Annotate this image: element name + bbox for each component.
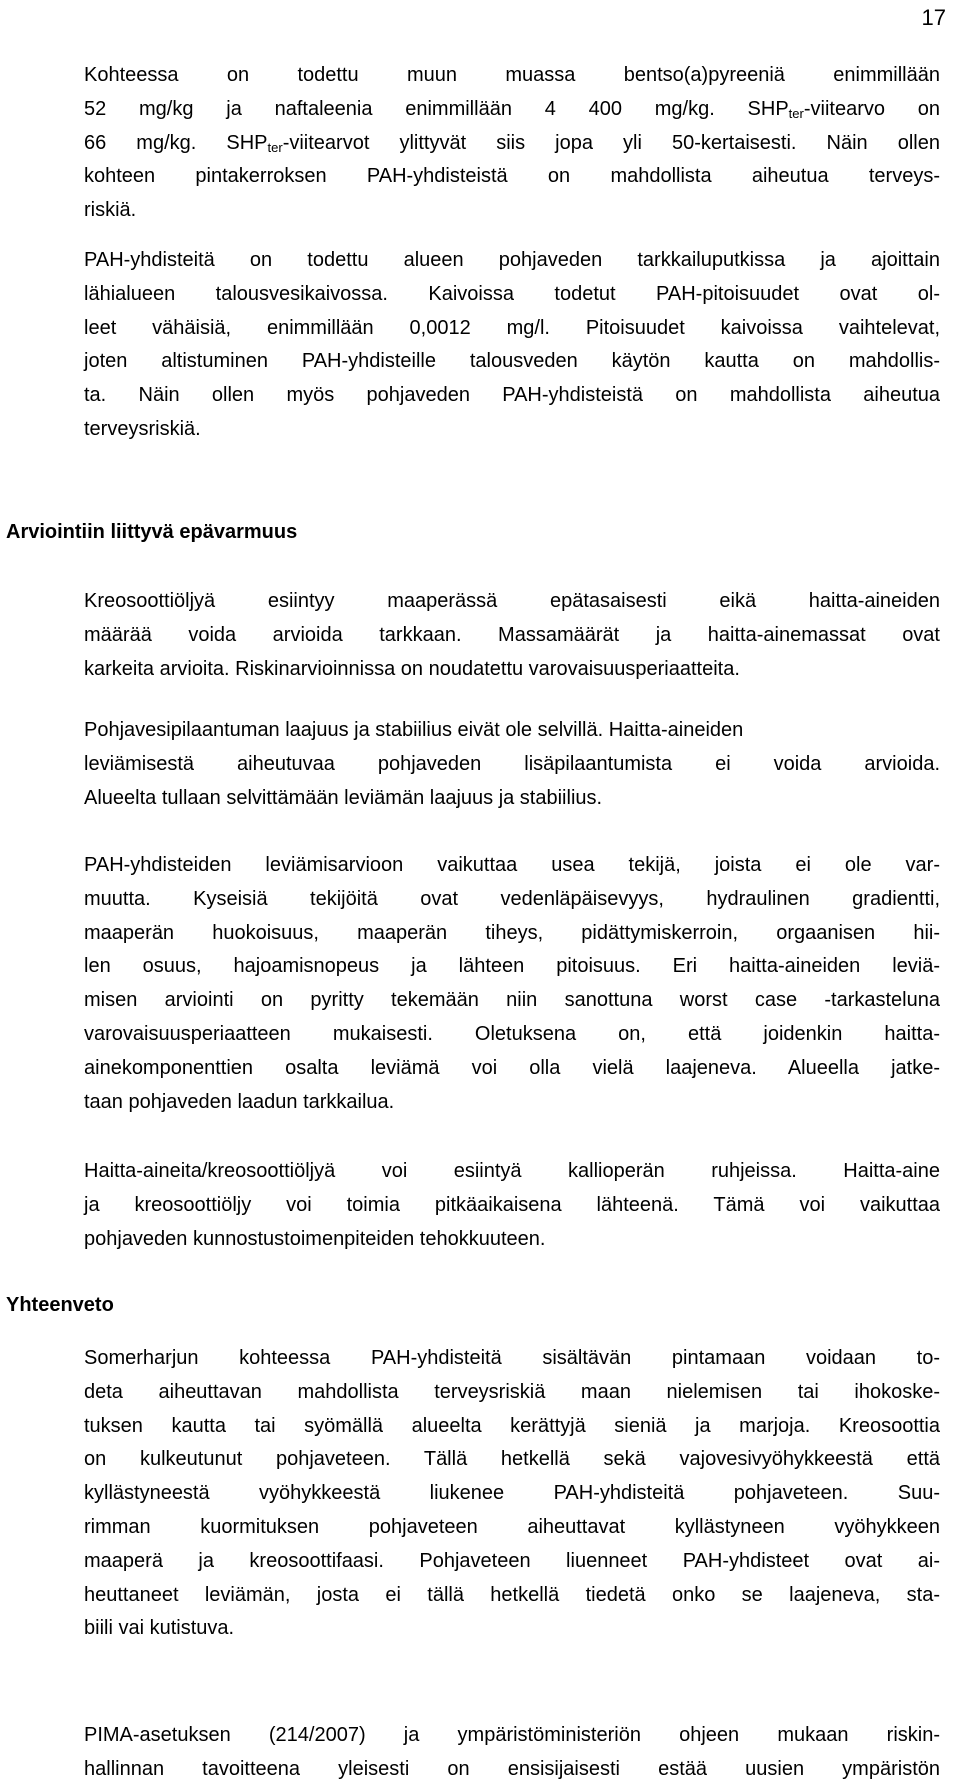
text-segment: -viitearvo on — [803, 97, 940, 120]
text-line: riskiä. — [84, 199, 137, 222]
text-line: Pohjavesipilaantuman laajuus ja stabiilius eivät ole selvillä. Haitta-aineiden — [84, 719, 744, 741]
subscript: ter — [788, 105, 804, 121]
subscript: ter — [267, 139, 283, 155]
text-line: ainekomponenttien osalta leviämä voi olla vielä laajeneva. Alueella jatke- — [84, 1056, 940, 1079]
text-line: Somerharjun kohteessa PAH-yhdisteitä sisältävän pintamaan voidaan to- — [84, 1347, 940, 1369]
text-line: hallinnan tavoitteena yleisesti on ensisijaisesti estää uusien ympäristön — [84, 1757, 940, 1780]
paragraph-pah-soil — [84, 59, 940, 228]
section-heading-uncertainty: Arviointiin liittyvä epävarmuus — [6, 521, 298, 543]
text-line: joten altistuminen PAH-yhdisteille talousveden käytön kautta on mahdollis- — [84, 350, 940, 373]
text-line: terveysriskiä. — [84, 417, 201, 440]
paragraph-pima-regulation — [84, 1719, 940, 1787]
section-heading-summary: Yhteenveto — [6, 1294, 114, 1316]
text-line: Alueelta tullaan selvittämään leviämän laajuus ja stabiilius. — [84, 786, 603, 809]
paragraph-spreading-assessment — [84, 849, 940, 1119]
text-line: deta aiheuttavan mahdollista terveysriskiä maan nielemisen tai ihokoske- — [84, 1380, 940, 1403]
text-line: leet vähäisiä, enimmillään 0,0012 mg/l. Pitoisuudet kaivoissa vaihtelevat, — [84, 316, 940, 339]
text-segment: 66 mg/kg. SHP — [84, 131, 268, 154]
text-line: on kulkeutunut pohjaveteen. Tällä hetkellä sekä vajovesivyöhykkeestä että — [84, 1448, 940, 1471]
text-line: tuksen kautta tai syömällä alueelta kerättyjä sieniä ja marjoja. Kreosoottia — [84, 1414, 940, 1437]
text-line: ja kreosoottiöljy voi toimia pitkäaikaisena lähteenä. Tämä voi vaikuttaa — [84, 1193, 940, 1216]
paragraph-summary — [84, 1342, 940, 1646]
text-line: taan pohjaveden laadun tarkkailua. — [84, 1090, 395, 1113]
page-number: 17 — [921, 5, 946, 30]
paragraph-bedrock-source — [84, 1155, 940, 1256]
paragraph-pah-groundwater — [84, 244, 940, 447]
text-line: varovaisuusperiaatteen mukaisesti. Oletuksena on, että joidenkin haitta- — [84, 1022, 940, 1045]
text-segment: -viitearvot ylittyvät siis jopa yli 50-kertaisesti. Näin ollen — [282, 131, 940, 154]
text-line: määrää voida arvioida tarkkaan. Massamäärät ja haitta-ainemassat ovat — [84, 623, 940, 646]
text-line: heuttaneet leviämän, josta ei tällä hetkellä tiedetä onko se laajeneva, sta- — [84, 1583, 940, 1606]
text-line: pohjaveden kunnostustoimenpiteiden tehokkuuteen. — [84, 1227, 546, 1250]
text-line: Haitta-aineita/kreosoottiöljyä voi esiintyä kallioperän ruhjeissa. Haitta-aine — [84, 1160, 940, 1182]
paragraph-groundwater-extent — [84, 714, 940, 815]
text-line: Kohteessa on todettu muun muassa bentso(a)pyreeniä enimmillään — [84, 64, 940, 86]
text-line: rimman kuormituksen pohjaveteen aiheuttavat kyllästyneen vyöhykkeen — [84, 1515, 940, 1538]
text-line: PIMA-asetuksen (214/2007) ja ympäristöministeriön ohjeen mukaan riskin- — [84, 1724, 940, 1746]
paragraph-creosote-uncertainty — [84, 585, 940, 686]
text-line: kohteen pintakerroksen PAH-yhdisteistä on mahdollista aiheutua terveys- — [84, 165, 940, 188]
text-line: lähialueen talousvesikaivossa. Kaivoissa todetut PAH-pitoisuudet ovat ol- — [84, 282, 940, 305]
text-line: kyllästyneestä vyöhykkeestä liukenee PAH-yhdisteitä pohjaveteen. Suu- — [84, 1482, 940, 1505]
text-line: misen arviointi on pyritty tekemään niin sanottuna worst case -tarkasteluna — [84, 989, 940, 1012]
text-line: ta. Näin ollen myös pohjaveden PAH-yhdisteistä on mahdollista aiheutua — [84, 384, 940, 407]
text-line: Kreosoottiöljyä esiintyy maaperässä epätasaisesti eikä haitta-aineiden — [84, 590, 940, 612]
text-line: leviämisestä aiheutuvaa pohjaveden lisäpilaantumista ei voida arvioida. — [84, 752, 940, 775]
text-line: maaperä ja kreosoottifaasi. Pohjaveteen liuenneet PAH-yhdisteet ovat ai- — [84, 1549, 940, 1572]
text-line: len osuus, hajoamisnopeus ja lähteen pitoisuus. Eri haitta-aineiden leviä- — [84, 955, 940, 978]
text-line — [84, 93, 940, 127]
text-line: PAH-yhdisteiden leviämisarvioon vaikuttaa usea tekijä, joista ei ole var- — [84, 854, 940, 876]
text-segment: 52 mg/kg ja naftaleenia enimmillään 4 400 mg/kg. SHP — [84, 97, 789, 120]
text-line: karkeita arvioita. Riskinarvioinnissa on noudatettu varovaisuusperiaatteita. — [84, 657, 740, 680]
text-line: muutta. Kyseisiä tekijöitä ovat vedenläpäisevyys, hydraulinen gradientti, — [84, 887, 940, 910]
text-line: PAH-yhdisteitä on todettu alueen pohjaveden tarkkailuputkissa ja ajoittain — [84, 249, 940, 271]
text-line: maaperän huokoisuus, maaperän tiheys, pidättymiskerroin, orgaanisen hii- — [84, 921, 940, 944]
text-line: biili vai kutistuva. — [84, 1617, 235, 1640]
text-line — [84, 127, 940, 161]
